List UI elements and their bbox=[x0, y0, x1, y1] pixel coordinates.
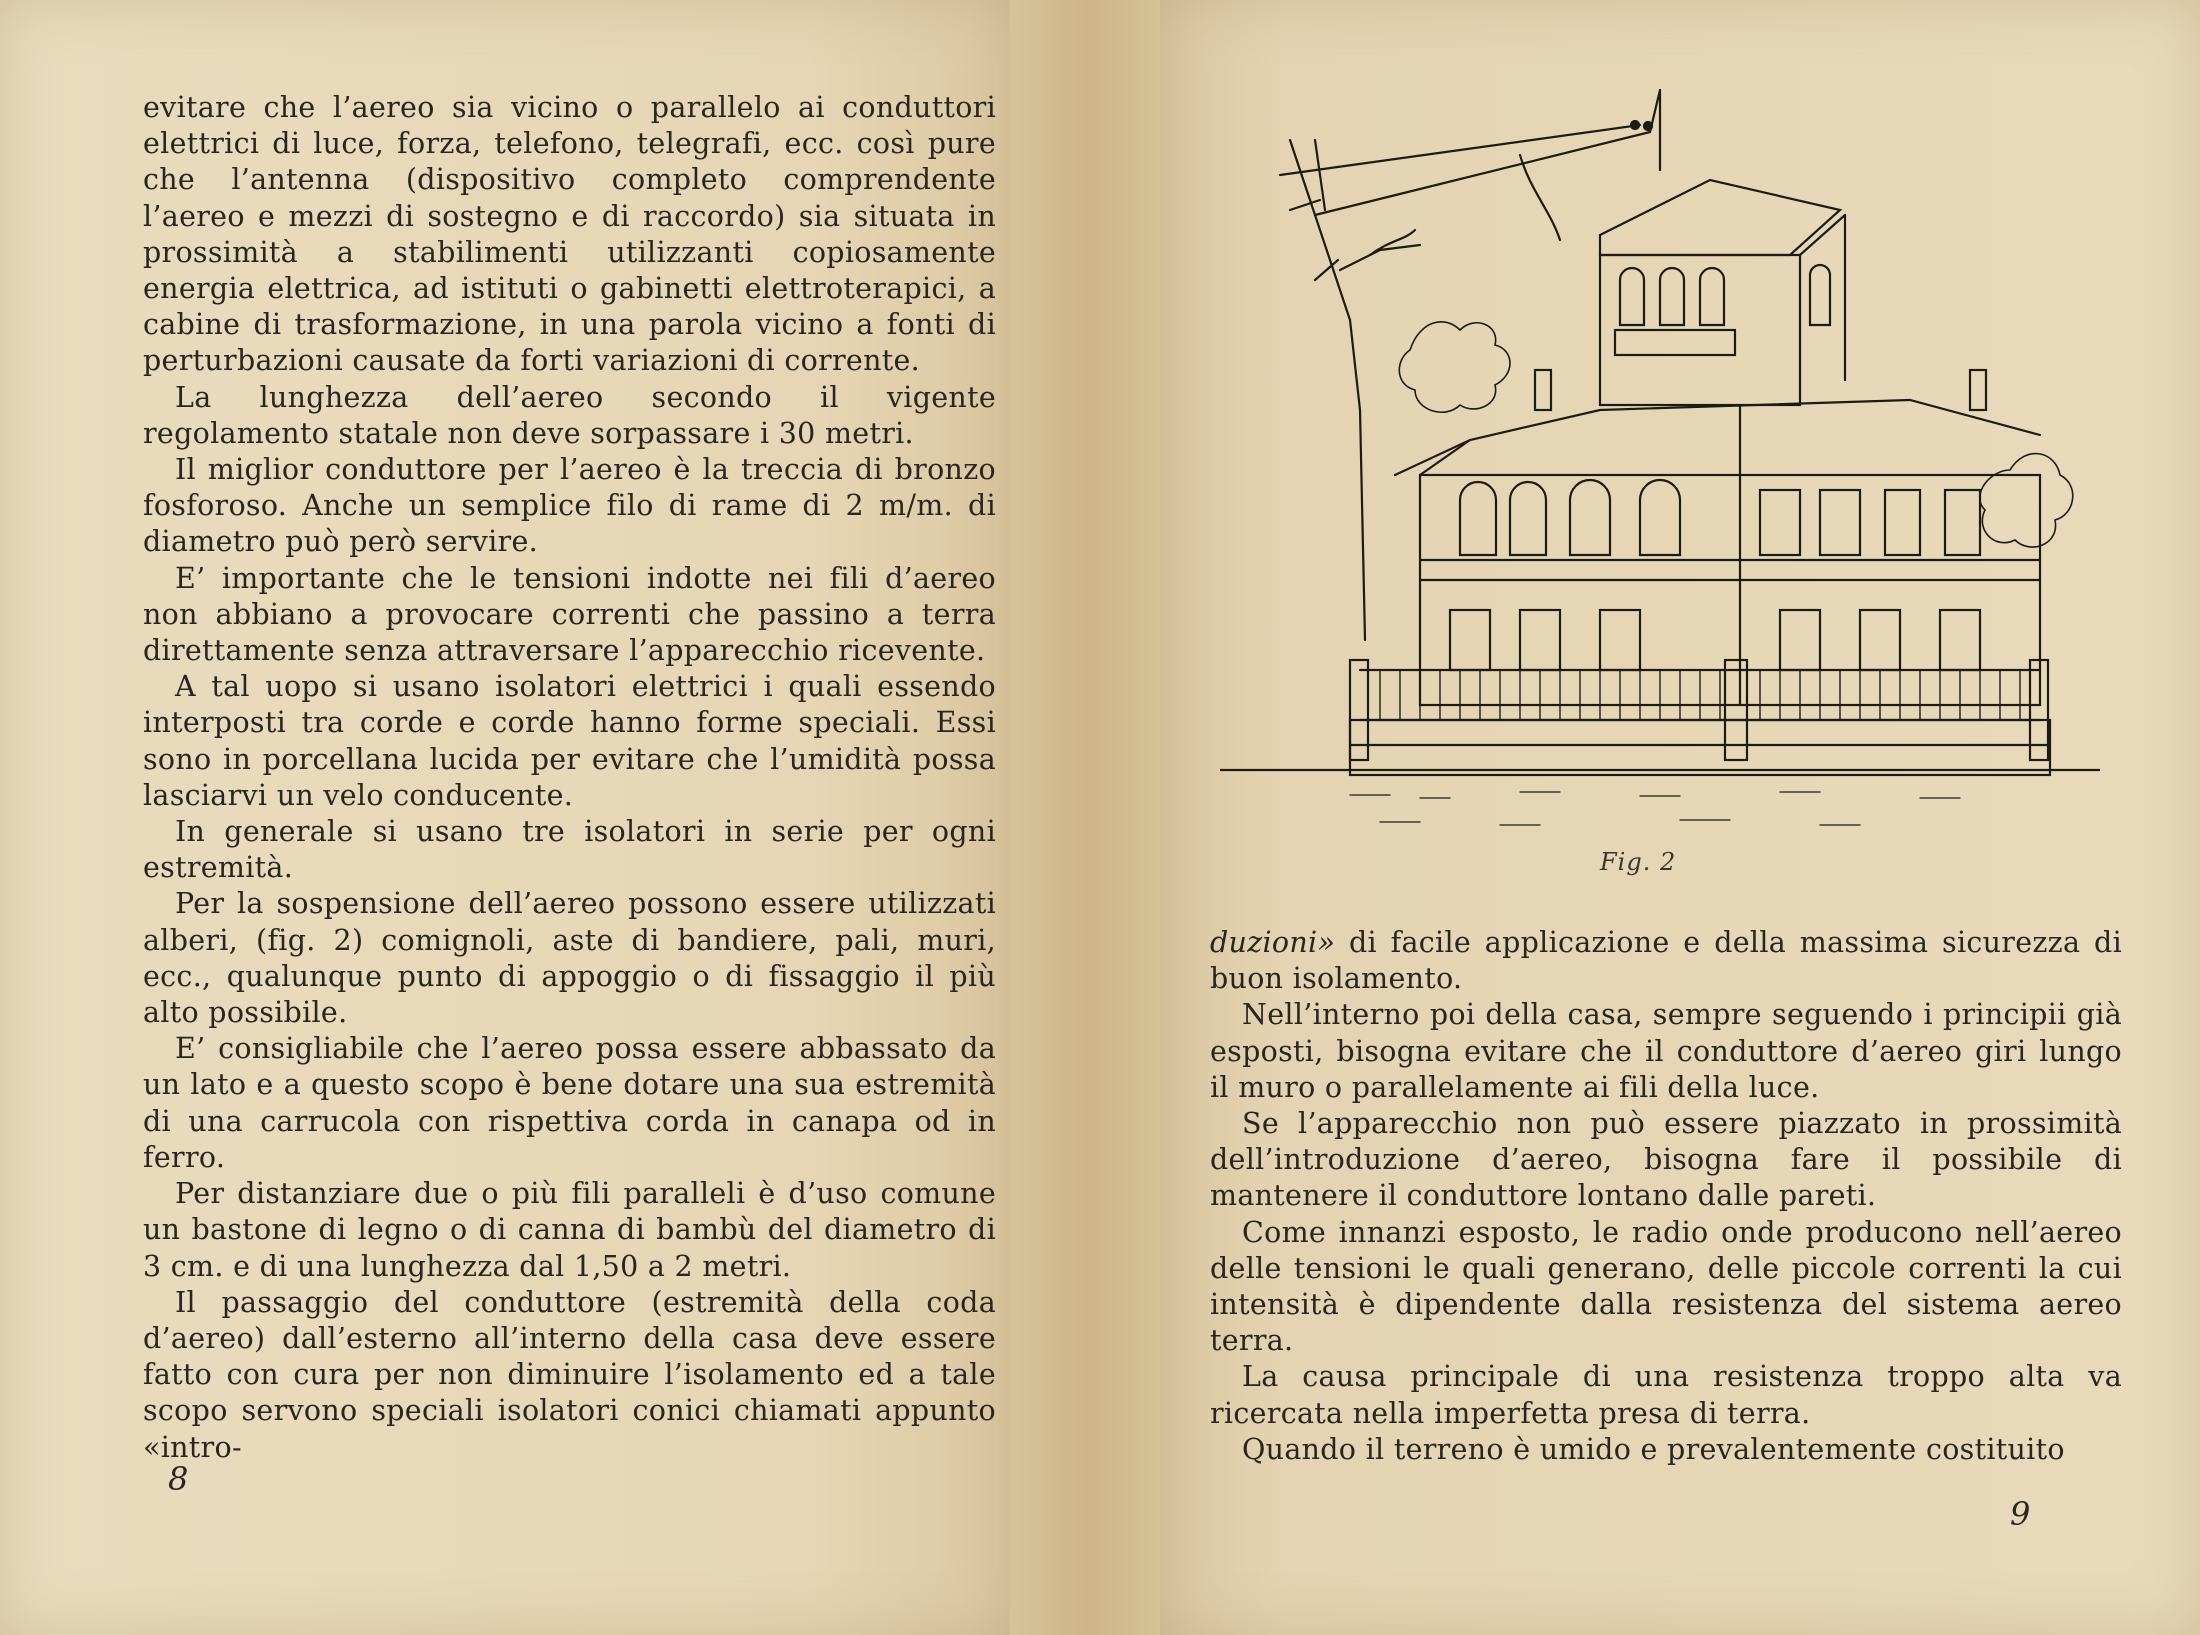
paragraph: La lunghezza dell’aereo secondo il vigente regolamento statale non deve sorpassare i 30 metri. bbox=[143, 380, 996, 450]
paragraph: E’ consigliabile che l’aereo possa essere abbassato da un lato e a questo scopo è bene dotare una sua estremità di una carrucola con rispettiva corda in canapa od in ferro. bbox=[143, 1032, 996, 1174]
paragraph: A tal uopo si usano isolatori elettrici i quali essendo interposti tra corde e corde hanno forme speciali. Essi sono in porcellana lucida per evitare che l’umidità possa lasciarvi un velo conducente. bbox=[143, 670, 996, 812]
figure-caption: Fig. 2 bbox=[1600, 848, 1677, 876]
book-gutter bbox=[1010, 0, 1160, 1635]
paragraph: E’ importante che le tensioni indotte nei fili d’aereo non abbiano a provocare correnti che passino a terra direttamente senza attraversare l’apparecchio ricevente. bbox=[143, 561, 996, 668]
paragraph: Il passaggio del conduttore (estremità della coda d’aereo) dall’esterno all’interno della casa deve essere fatto con cura per non diminuire l’isolamento ed a tale scopo servono speciali isolatori conici chiamati appunto «intro- bbox=[143, 1285, 996, 1464]
paragraph: Per la sospensione dell’aereo possono essere utilizzati alberi, (fig. 2) comignoli, aste di bandiere, pali, muri, ecc., qualunque punto di appoggio o di fissaggio il più alto possibile. bbox=[143, 887, 996, 1030]
page-number: 8 bbox=[168, 1460, 189, 1498]
paragraph: Il miglior conduttore per l’aereo è la treccia di bronzo fosforoso. Anche un semplice filo di rame di 2 m/m. di diametro può però servire. bbox=[143, 453, 996, 559]
paragraph: Come innanzi esposto, le radio onde producono nell’aereo delle tensioni le quali generano, delle piccole correnti la cui intensità è dipendente dalla resistenza del sistema aereo terra. bbox=[1210, 1215, 2122, 1358]
continuation-italic: duzioni» bbox=[1210, 926, 1336, 959]
right-page bbox=[1160, 0, 2200, 1635]
paragraph: Per distanziare due o più fili paralleli è d’uso comune un bastone di legno o di canna di bambù del diametro di 3 cm. e di una lunghezza dal 1,50 a 2 metri. bbox=[143, 1177, 996, 1283]
paragraph-continuation bbox=[1210, 925, 2122, 997]
right-page-text bbox=[1210, 925, 2122, 1468]
continuation-text: di facile applicazione e della massima sicurezza di buon isolamento. bbox=[1210, 926, 2122, 996]
paragraph: La causa principale di una resistenza troppo alta va ricercata nella imperfetta presa di terra. bbox=[1210, 1360, 2122, 1430]
paragraph: Quando il terreno è umido e prevalentemente costituito bbox=[1242, 1432, 2065, 1466]
paragraph: evitare che l’aereo sia vicino o parallelo ai conduttori elettrici di luce, forza, telefono, telegrafi, ecc. così pure che l’antenna (dispositivo completo comprendente l’aereo e mezzi di sostegno e di raccordo) sia situata in prossimità a stabilimenti utilizzanti copiosamente energia elettrica, ad istituti o gabinetti elettroterapici, a cabine di trasformazione, in una parola vicino a fonti di perturbazioni causate da forti variazioni di corrente. bbox=[143, 91, 996, 378]
paragraph: Se l’apparecchio non può essere piazzato in prossimità dell’introduzione d’aereo, bisogna fare il possibile di mantenere il conduttore lontano dalle pareti. bbox=[1210, 1107, 2122, 1213]
page-number: 9 bbox=[2010, 1495, 2031, 1533]
left-page bbox=[0, 0, 1010, 1635]
paragraph: In generale si usano tre isolatori in serie per ogni estremità. bbox=[143, 815, 996, 885]
left-page-text bbox=[143, 90, 996, 1466]
paragraph: Nell’interno poi della casa, sempre seguendo i principii già esposti, bisogna evitare che il conduttore d’aereo giri lungo il muro o parallelamente ai fili della luce. bbox=[1210, 998, 2122, 1104]
house-illustration bbox=[1220, 80, 2100, 840]
